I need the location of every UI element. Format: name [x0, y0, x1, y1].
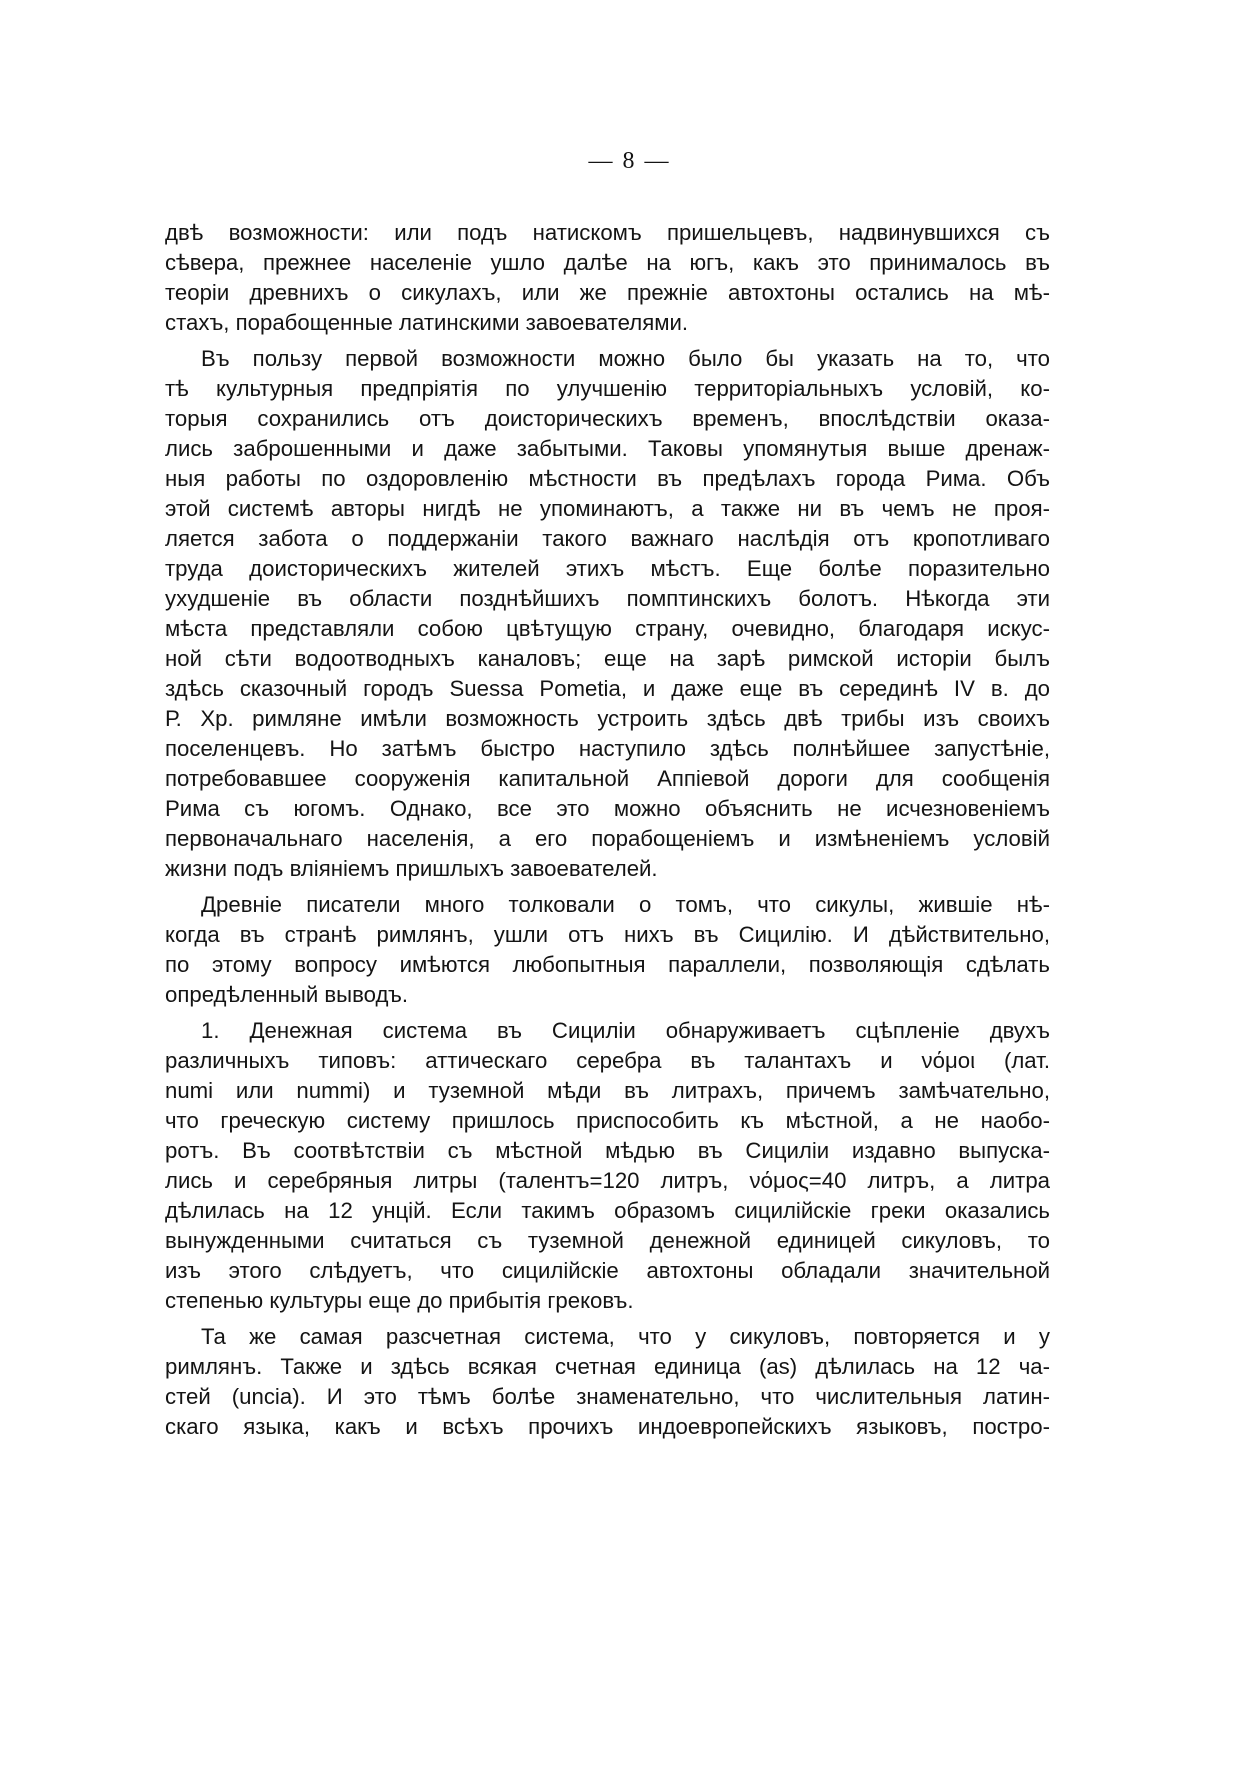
- text-line: этой системѣ авторы нигдѣ не упоминаютъ, а также ни въ чемъ не проя-: [165, 496, 1050, 521]
- text-line: вынужденными считаться съ туземной денежной единицей сикуловъ, то: [165, 1228, 1050, 1253]
- text-line: ной сѣти водоотводныхъ каналовъ; еще на зарѣ римской исторіи былъ: [165, 646, 1050, 671]
- text-line: изъ этого слѣдуетъ, что сицилійскіе автохтоны обладали значительной: [165, 1258, 1050, 1283]
- text-line: ляется забота о поддержаніи такого важнаго наслѣдія отъ кропотливаго: [165, 526, 1050, 551]
- text-line: лись и серебряныя литры (талентъ=120 литръ, νόμος=40 литръ, а литра: [165, 1168, 1050, 1193]
- page-number: — 8 —: [588, 148, 671, 174]
- text-line: двѣ возможности: или подъ натискомъ пришельцевъ, надвинувшихся съ: [165, 220, 1050, 245]
- text-line: стахъ, порабощенные латинскими завоевателями.: [165, 310, 689, 335]
- text-line: Древніе писатели много толковали о томъ, что сикулы, жившіе нѣ-: [201, 892, 1050, 917]
- text-line: по этому вопросу имѣются любопытныя параллели, позволяющія сдѣлать: [165, 952, 1050, 977]
- text-line: ротъ. Въ соотвѣтствіи съ мѣстной мѣдью въ Сициліи издавно выпуска-: [165, 1138, 1050, 1163]
- text-line: торыя сохранились отъ доисторическихъ временъ, впослѣдствіи оказа-: [165, 406, 1050, 431]
- text-line: сѣвера, прежнее населеніе ушло далѣе на югъ, какъ это принималось въ: [165, 250, 1050, 275]
- text-line: труда доисторическихъ жителей этихъ мѣстъ. Еще болѣе поразительно: [165, 556, 1050, 581]
- text-line: numi или nummi) и туземной мѣди въ литрахъ, причемъ замѣчательно,: [165, 1078, 1050, 1103]
- paragraph-5: [165, 1322, 1050, 1442]
- text-line: первоначальнаго населенія, а его порабощеніемъ и измѣненіемъ условій: [165, 826, 1050, 851]
- text-line: стей (uncia). И это тѣмъ болѣе знаменательно, что числительныя латин-: [165, 1384, 1050, 1409]
- text-line: римлянъ. Также и здѣсь всякая счетная единица (as) дѣлилась на 12 ча-: [165, 1354, 1050, 1379]
- text-line: здѣсь сказочный городъ Suessa Pometia, и даже еще въ серединѣ IV в. до: [165, 676, 1050, 701]
- body-text: [165, 218, 1050, 1442]
- text-line: тѣ культурныя предпріятія по улучшенію территоріальныхъ условій, ко-: [165, 376, 1050, 401]
- text-line: опредѣленный выводъ.: [165, 982, 408, 1007]
- text-line: Рима съ югомъ. Однако, все это можно объяснить не исчезновеніемъ: [165, 796, 1050, 821]
- text-line: когда въ странѣ римлянъ, ушли отъ нихъ въ Сицилію. И дѣйствительно,: [165, 922, 1050, 947]
- text-line: ухудшеніе въ области позднѣйшихъ помптинскихъ болотъ. Нѣкогда эти: [165, 586, 1050, 611]
- paragraph-2: [165, 344, 1050, 884]
- text-line: Та же самая разсчетная система, что у сикуловъ, повторяется и у: [201, 1324, 1050, 1349]
- text-line: скаго языка, какъ и всѣхъ прочихъ индоевропейскихъ языковъ, постро-: [165, 1414, 1050, 1439]
- paragraph-3: [165, 890, 1050, 1010]
- text-line: потребовавшее сооруженія капитальной Аппіевой дороги для сообщенія: [165, 766, 1050, 791]
- text-line: теоріи древнихъ о сикулахъ, или же прежніе автохтоны остались на мѣ-: [165, 280, 1050, 305]
- text-line: что греческую систему пришлось приспособить къ мѣстной, а не наобо-: [165, 1108, 1050, 1133]
- text-line: поселенцевъ. Но затѣмъ быстро наступило здѣсь полнѣйшее запустѣніе,: [165, 736, 1050, 761]
- text-line: Въ пользу первой возможности можно было бы указать на то, что: [201, 346, 1050, 371]
- text-line: дѣлилась на 12 унцій. Если такимъ образомъ сицилійскіе греки оказались: [165, 1198, 1050, 1223]
- text-line: степенью культуры еще до прибытія грековъ.: [165, 1288, 634, 1313]
- text-line: лись заброшенными и даже забытыми. Таковы упомянутыя выше дренаж-: [165, 436, 1050, 461]
- text-line: 1. Денежная система въ Сициліи обнаруживаетъ сцѣпленіе двухъ: [201, 1018, 1050, 1043]
- text-line: жизни подъ вліяніемъ пришлыхъ завоевателей.: [165, 856, 658, 881]
- paragraph-4: [165, 1016, 1050, 1316]
- text-line: различныхъ типовъ: аттическаго серебра въ талантахъ и νόμοι (лат.: [165, 1048, 1050, 1073]
- paragraph-1: [165, 218, 1050, 338]
- text-line: ныя работы по оздоровленію мѣстности въ предѣлахъ города Рима. Объ: [165, 466, 1050, 491]
- text-line: Р. Хр. римляне имѣли возможность устроить здѣсь двѣ трибы изъ своихъ: [165, 706, 1050, 731]
- text-line: мѣста представляли собою цвѣтущую страну, очевидно, благодаря искус-: [165, 616, 1050, 641]
